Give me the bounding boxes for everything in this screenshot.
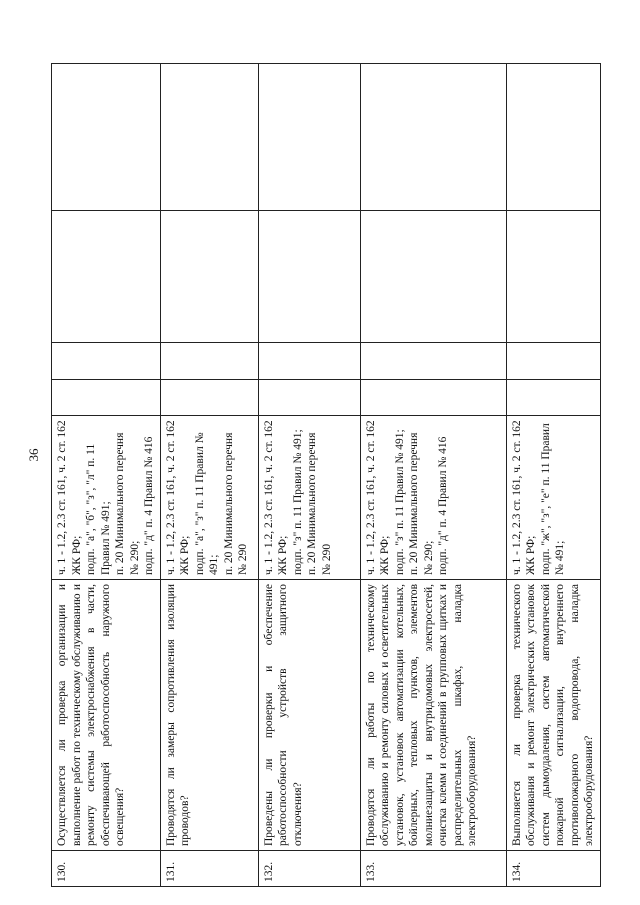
answer-cell-yes	[258, 380, 360, 416]
row-number: 133.	[360, 851, 506, 887]
answer-cell-no	[160, 343, 258, 380]
answer-cell-not-applicable	[160, 211, 258, 343]
row-number: 134.	[506, 851, 600, 887]
notes-cell	[360, 64, 506, 211]
legal-reference-cell: ч. 1 - 1.2, 2.3 ст. 161, ч. 2 ст. 162 ЖК РФ; подп. "з" п. 11 Правил № 491; п. 20 Минимального перечня № 290; подп. "д" п. 4 Правил № 416	[360, 416, 506, 580]
checklist-table	[51, 63, 601, 887]
answer-cell-no	[360, 343, 506, 380]
legal-reference-cell: ч. 1 - 1.2, 2.3 ст. 161, ч. 2 ст. 162 ЖК РФ; подп. "ж", "з", "е" п. 11 Правил № 491;	[506, 416, 600, 580]
question-cell: Выполняется ли проверка технического обслуживания и ремонт электрических установок систем дымоудаления, систем автоматической пожарной сигнализации, внутреннего противопожарного водопровода, наладка электрооборудования?	[506, 580, 600, 851]
table-row	[258, 64, 360, 887]
question-cell: Осуществляется ли проверка организации и выполнение работ по техническому обслуживанию и ремонту системы электроснабжения в части, обеспечивающей работоспособность наружного освещения?	[52, 580, 161, 851]
table-row	[52, 64, 161, 887]
table-row	[160, 64, 258, 887]
answer-cell-yes	[52, 380, 161, 416]
answer-cell-yes	[360, 380, 506, 416]
checklist-table-container	[51, 64, 597, 887]
legal-reference-cell: ч. 1 - 1.2, 2.3 ст. 161, ч. 2 ст. 162 ЖК РФ; подп. "а", "з" п. 11 Правил № 491; п. 20 Минимального перечня № 290	[160, 416, 258, 580]
notes-cell	[52, 64, 161, 211]
answer-cell-no	[52, 343, 161, 380]
legal-reference-cell: ч. 1 - 1.2, 2.3 ст. 161, ч. 2 ст. 162 ЖК РФ; подп. "з" п. 11 Правил № 491; п. 20 Минимального перечня № 290	[258, 416, 360, 580]
row-number: 130.	[52, 851, 161, 887]
question-cell: Проводятся ли работы по техническому обслуживанию и ремонту силовых и осветительных установок, установок автоматизации котельных, бойлерных, тепловых пунктов, элементов молниезащиты и внутридомовых электросетей, очистка клемм и соединений в групповых щитках и распределительных шкафах, наладка электрооборудования?	[360, 580, 506, 851]
answer-cell-no	[506, 343, 600, 380]
table-row	[506, 64, 600, 887]
notes-cell	[258, 64, 360, 211]
table-row	[360, 64, 506, 887]
notes-cell	[506, 64, 600, 211]
row-number: 131.	[160, 851, 258, 887]
notes-cell	[160, 64, 258, 211]
answer-cell-no	[258, 343, 360, 380]
answer-cell-yes	[160, 380, 258, 416]
answer-cell-not-applicable	[258, 211, 360, 343]
question-cell: Проведены ли проверки и обеспечение работоспособности устройств защитного отключения?	[258, 580, 360, 851]
page-number: 36	[26, 448, 41, 462]
question-cell: Проводятся ли замеры сопротивления изоляции проводов?	[160, 580, 258, 851]
legal-reference-cell: ч. 1 - 1.2, 2.3 ст. 161, ч. 2 ст. 162 ЖК РФ; подп. "а", "б", "з", "л" п. 11 Правил № 491; п. 20 Минимального перечня № 290; подп. "д" п. 4 Правил № 416	[52, 416, 161, 580]
answer-cell-not-applicable	[52, 211, 161, 343]
answer-cell-yes	[506, 380, 600, 416]
answer-cell-not-applicable	[360, 211, 506, 343]
row-number: 132.	[258, 851, 360, 887]
answer-cell-not-applicable	[506, 211, 600, 343]
